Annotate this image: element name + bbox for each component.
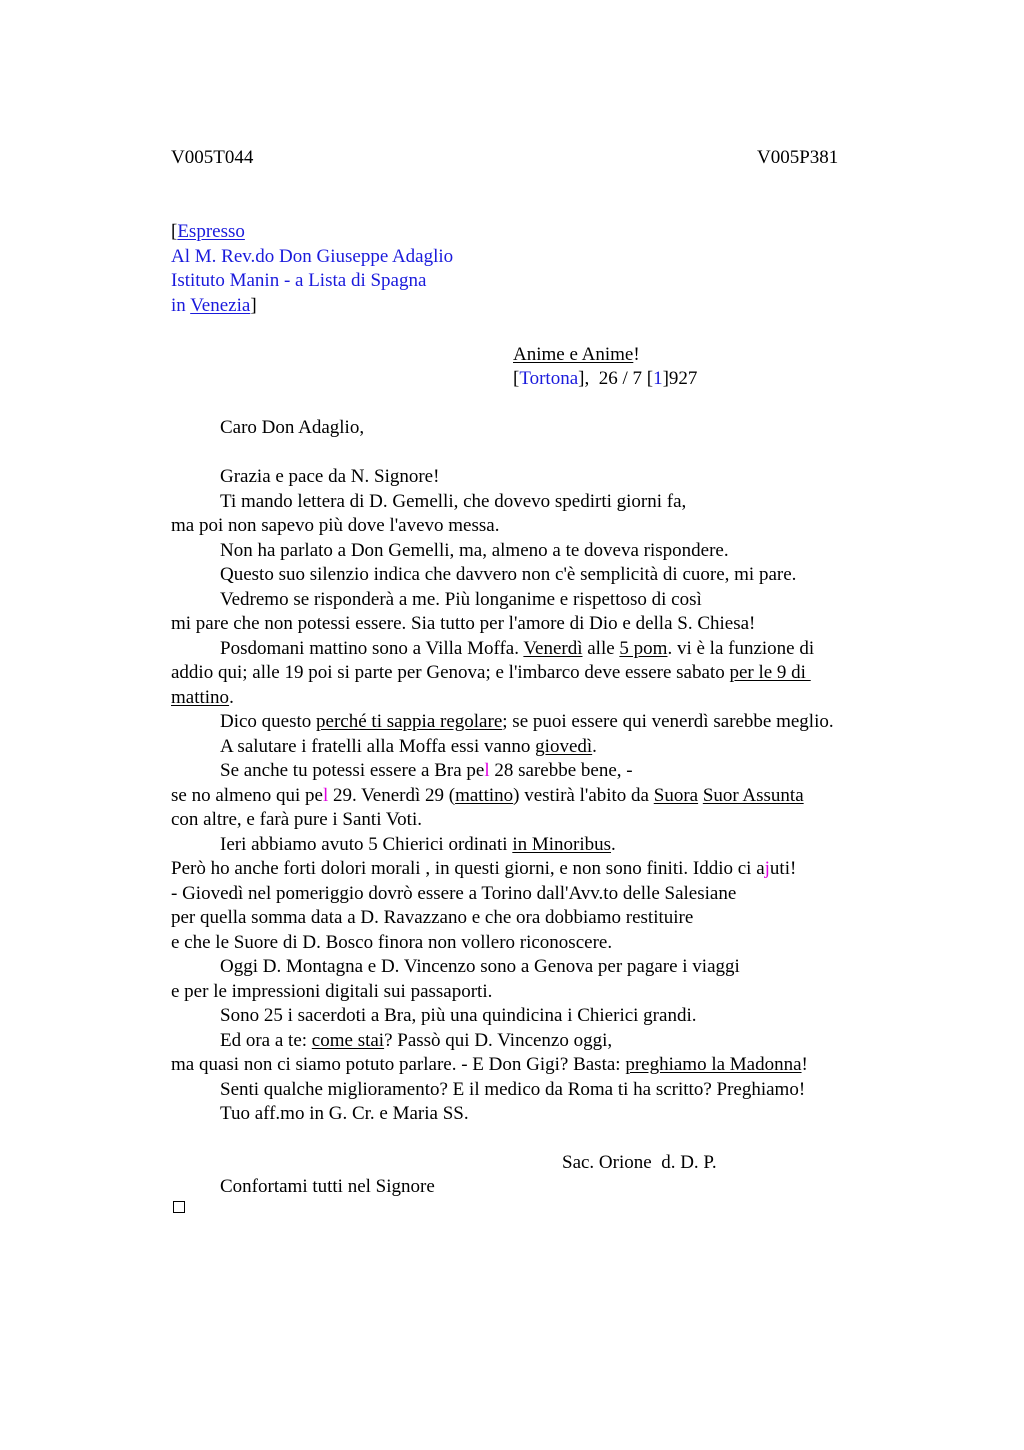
salutation: Caro Don Adaglio,: [220, 417, 365, 438]
body-line: Ieri abbiamo avuto 5 Chierici ordinati in Minoribus.: [220, 834, 616, 855]
body-line: Tuo aff.mo in G. Cr. e Maria SS.: [220, 1103, 469, 1124]
body-line: Grazia e pace da N. Signore!: [220, 466, 440, 487]
motto: Anime e Anime!: [513, 344, 640, 365]
body-line: con altre, e farà pure i Santi Voti.: [171, 809, 422, 830]
venezia-link[interactable]: Venezia: [190, 295, 251, 316]
body-line: Posdomani mattino sono a Villa Moffa. Venerdì alle 5 pom. vi è la funzione di: [220, 638, 815, 659]
body-line: per quella somma data a D. Ravazzano e che ora dobbiamo restituire: [171, 907, 694, 928]
body-line: A salutare i fratelli alla Moffa essi vanno giovedì.: [220, 736, 597, 757]
espresso-link[interactable]: Espresso: [177, 221, 245, 242]
body-line: ma quasi non ci siamo potuto parlare. - E Don Gigi? Basta: preghiamo la Madonna!: [171, 1054, 808, 1075]
body-line: Sono 25 i sacerdoti a Bra, più una quindicina i Chierici grandi.: [220, 1005, 697, 1026]
body-line: mattino.: [171, 687, 234, 708]
address-line-1: [Espresso: [171, 221, 245, 242]
address-line-3: Istituto Manin - a Lista di Spagna: [171, 270, 427, 291]
body-line: Dico questo perché ti sappia regolare; se puoi essere qui venerdì sarebbe meglio.: [220, 711, 834, 732]
document-code-right: V005P381: [757, 147, 839, 168]
body-line: Però ho anche forti dolori morali , in questi giorni, e non sono finiti. Iddio ci ajuti!: [171, 858, 797, 879]
place-name: Tortona: [519, 368, 579, 389]
body-line: addio qui; alle 19 poi si parte per Genova; e l'imbarco deve essere sabato per le 9 di: [171, 662, 811, 683]
body-line: Ed ora a te: come stai? Passò qui D. Vincenzo oggi,: [220, 1030, 613, 1051]
document-code-left: V005T044: [171, 147, 254, 168]
body-line: Vedremo se risponderà a me. Più longanime e rispettoso di così: [220, 589, 702, 610]
body-line: e che le Suore di D. Bosco finora non vollero riconoscere.: [171, 932, 613, 953]
body-line: Questo suo silenzio indica che davvero non c'è semplicità di cuore, mi pare.: [220, 564, 797, 585]
body-line: se no almeno qui pel 29. Venerdì 29 (mattino) vestirà l'abito da Suora Suor Assunta: [171, 785, 804, 806]
body-line: - Giovedì nel pomeriggio dovrò essere a Torino dall'Avv.to delle Salesiane: [171, 883, 737, 904]
body-line: mi pare che non potessi essere. Sia tutto per l'amore di Dio e della S. Chiesa!: [171, 613, 756, 634]
address-line-4: in Venezia]: [171, 295, 257, 316]
body-line: Senti qualche miglioramento? E il medico da Roma ti ha scritto? Preghiamo!: [220, 1079, 806, 1100]
signature: Sac. Orione d. D. P.: [562, 1152, 717, 1173]
address-line-2: Al M. Rev.do Don Giuseppe Adaglio: [171, 246, 454, 267]
body-line: Non ha parlato a Don Gemelli, ma, almeno a te doveva rispondere.: [220, 540, 729, 561]
body-line: Ti mando lettera di D. Gemelli, che dovevo spedirti giorni fa,: [220, 491, 687, 512]
body-line: e per le impressioni digitali sui passaporti.: [171, 981, 493, 1002]
postscript: Confortami tutti nel Signore: [220, 1176, 435, 1197]
dateline: [Tortona], 26 / 7 [1]927: [513, 368, 698, 389]
body-line: ma poi non sapevo più dove l'avevo messa.: [171, 515, 500, 536]
end-marker-box-icon: [173, 1201, 185, 1213]
body-line: Oggi D. Montagna e D. Vincenzo sono a Genova per pagare i viaggi: [220, 956, 740, 977]
body-line: Se anche tu potessi essere a Bra pel 28 sarebbe bene, -: [220, 760, 633, 781]
